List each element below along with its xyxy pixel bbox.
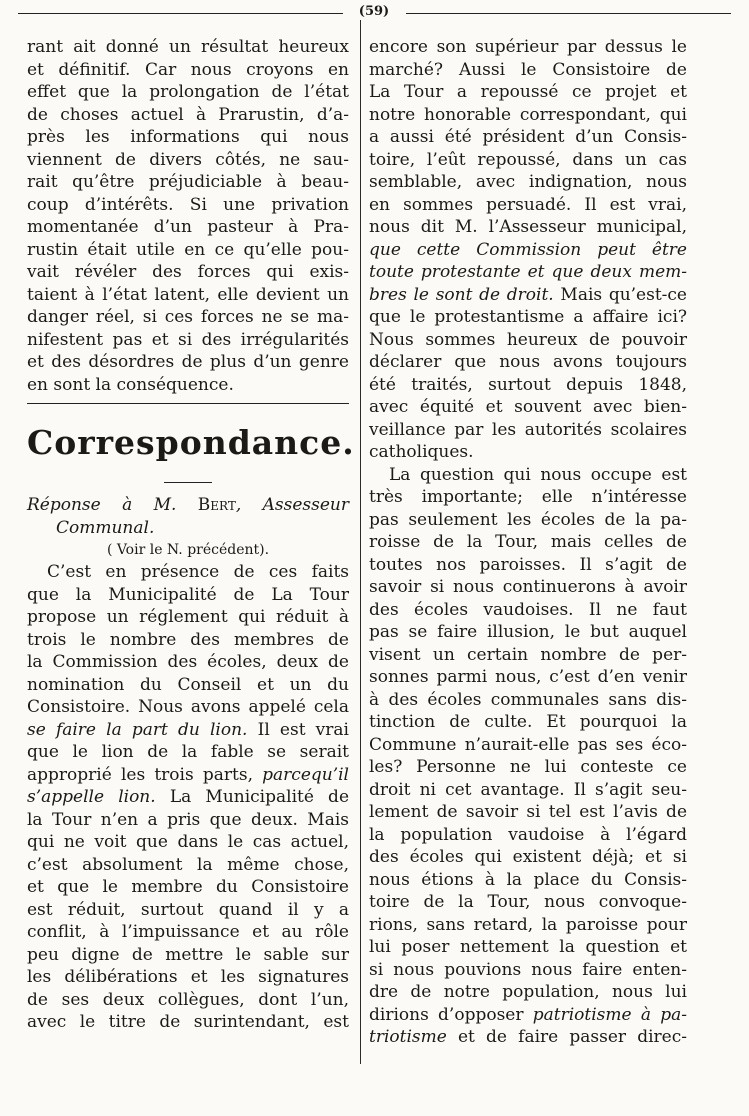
text-segment: conflit, à l’impuissance et au rôle <box>27 922 349 942</box>
text-segment: danger réel, si ces forces ne se ma- <box>27 307 349 327</box>
italic-text: se faire la part du lion. <box>27 719 248 740</box>
italic-text: patriotisme à pa- <box>532 1004 687 1025</box>
text-line <box>27 104 349 127</box>
text-segment: veillance par les autorités scolaires <box>369 419 687 440</box>
text-line <box>369 711 687 734</box>
text-segment: effet que la prolongation de l’état <box>27 82 349 102</box>
text-line <box>369 779 687 802</box>
text-line <box>369 374 687 397</box>
text-segment: avec équité et souvent avec bien- <box>369 397 687 417</box>
text-segment: Nous sommes heureux de pouvoir <box>369 329 687 350</box>
text-line <box>369 869 687 892</box>
text-line <box>369 351 687 374</box>
text-line <box>369 126 687 149</box>
text-segment: notre honorable correspondant, qui <box>369 104 687 125</box>
text-line <box>27 719 349 742</box>
text-line <box>27 59 349 82</box>
text-line <box>369 239 687 262</box>
text-segment: roisse de la Tour, mais celles de <box>369 532 687 552</box>
right-column-text <box>369 36 687 1049</box>
text-line <box>369 419 687 442</box>
reply-suffix: , Assesseur <box>235 495 349 515</box>
text-segment: a aussi été président d’un Consis- <box>369 127 687 147</box>
reference-note: ( Voir le N. précédent). <box>106 542 270 558</box>
text-segment: et que le membre du Consistoire <box>27 877 349 897</box>
text-segment: nomination du Conseil et un du <box>27 674 349 695</box>
text-segment: encore son supérieur par dessus le <box>369 37 687 57</box>
text-line <box>369 329 687 352</box>
text-segment: rait qu’être préjudiciable à beau- <box>27 172 349 192</box>
text-line <box>27 36 349 59</box>
text-segment: pas se faire illusion, le but auquel <box>369 622 687 642</box>
text-segment: déclarer que nous avons toujours <box>369 352 687 372</box>
italic-text: parcequ’il <box>262 764 349 785</box>
text-segment: semblable, avec indignation, nous <box>369 172 687 192</box>
text-segment: toire de la Tour, nous convoque- <box>369 892 687 912</box>
text-line <box>27 741 349 764</box>
text-segment: en sommes persuadé. Il est vrai, <box>369 194 687 215</box>
text-segment: vait révéler des forces qui exis- <box>27 262 349 282</box>
header-rule-right <box>406 13 731 14</box>
text-segment: droit ni cet avantage. Il s’agit seu- <box>369 779 687 800</box>
text-segment: toire, l’eût repoussé, dans un cas <box>369 149 687 170</box>
text-segment: Mais qu’est-ce <box>553 284 687 305</box>
text-line <box>369 801 687 824</box>
italic-text: que cette Commission peut être <box>369 239 687 260</box>
text-line <box>369 216 687 239</box>
text-segment: les? Personne ne lui conteste ce <box>369 757 687 777</box>
text-line <box>369 891 687 914</box>
title-underline <box>27 476 349 494</box>
text-line <box>27 126 349 149</box>
text-line <box>27 966 349 989</box>
text-segment: viennent de divers côtés, ne sau- <box>27 149 349 170</box>
text-line <box>369 284 687 307</box>
text-segment: qui ne voit que dans le cas actuel, <box>27 832 349 852</box>
text-line <box>27 764 349 787</box>
text-line <box>369 104 687 127</box>
text-segment: des écoles vaudoises. Il ne faut <box>369 599 687 620</box>
text-segment: sonnes parmi nous, c’est d’en venir <box>369 667 687 687</box>
text-line <box>27 284 349 307</box>
text-line <box>27 606 349 629</box>
text-line <box>27 561 349 584</box>
text-line <box>369 396 687 419</box>
text-line <box>369 194 687 217</box>
text-segment: nous dit M. l’Assesseur municipal, <box>369 217 687 237</box>
text-segment: si nous pouvions nous faire enten- <box>369 959 687 980</box>
text-segment: Consistoire. Nous avons appelé cela <box>27 697 349 717</box>
text-line <box>369 959 687 982</box>
text-segment: avec le titre de surintendant, est <box>27 1012 349 1032</box>
text-line <box>27 696 349 719</box>
reply-body <box>27 561 349 1034</box>
text-segment: été traités, surtout depuis 1848, <box>369 374 687 395</box>
text-segment: taient à l’état latent, elle devient un <box>27 284 349 305</box>
text-line <box>27 831 349 854</box>
text-line <box>369 306 687 329</box>
text-segment: des écoles qui existent déjà; et si <box>369 847 687 867</box>
text-segment: nifestent pas et si des irrégularités <box>27 329 349 350</box>
text-segment: la population vaudoise à l’égard <box>369 824 687 845</box>
text-line <box>27 629 349 652</box>
text-line <box>369 554 687 577</box>
text-segment: dre de notre population, nous lui <box>369 982 687 1002</box>
text-segment: La Municipalité de <box>155 787 350 807</box>
text-segment: trois le nombre des membres de <box>27 629 349 650</box>
text-line <box>369 846 687 869</box>
text-line <box>27 584 349 607</box>
text-line <box>27 944 349 967</box>
text-line <box>27 674 349 697</box>
text-segment: tinction de culte. Et pourquoi la <box>369 712 687 732</box>
text-segment: marché? Aussi le Consistoire de <box>369 59 687 80</box>
section-title: Correspondance. <box>27 423 355 462</box>
text-line <box>369 689 687 712</box>
text-segment: Il est vrai <box>247 719 349 740</box>
text-line <box>369 981 687 1004</box>
text-segment: rant ait donné un résultat heureux <box>27 37 349 57</box>
text-segment: de ses deux collègues, dont l’un, <box>27 989 349 1010</box>
text-line <box>369 936 687 959</box>
text-line <box>369 756 687 779</box>
text-segment: La Tour a repoussé ce projet et <box>369 82 687 102</box>
text-line <box>369 914 687 937</box>
text-line <box>27 809 349 832</box>
intro-paragraph <box>27 36 349 396</box>
text-segment: Commune n’aurait-elle pas ses éco- <box>369 734 687 755</box>
right-column <box>369 36 687 1049</box>
text-line <box>27 81 349 104</box>
text-line <box>27 1011 349 1034</box>
text-line <box>369 36 687 59</box>
text-segment: les délibérations et les signatures <box>27 967 349 987</box>
text-segment: et définitif. Car nous croyons en <box>27 59 349 80</box>
reply-prefix: Réponse à M. <box>27 495 177 515</box>
text-line <box>27 171 349 194</box>
text-line <box>369 59 687 82</box>
text-segment: peu digne de mettre le sable sur <box>27 944 349 965</box>
text-line <box>27 216 349 239</box>
text-segment: rions, sans retard, la paroisse pour <box>369 914 687 935</box>
text-line <box>369 149 687 172</box>
text-line <box>369 576 687 599</box>
text-segment: visent un certain nombre de per- <box>369 644 687 665</box>
text-line <box>369 441 687 464</box>
text-segment: savoir si nous continuerons à avoir <box>369 577 687 597</box>
text-segment: La question qui nous occupe est <box>389 464 687 485</box>
text-segment: rustin était utile en ce qu’elle pou- <box>27 239 349 260</box>
text-segment: nous étions à la place du Consis- <box>369 869 687 890</box>
text-segment: la Tour n’en a pris que deux. Mais <box>27 809 349 830</box>
text-segment: en sont la conséquence. <box>27 374 234 395</box>
text-line <box>27 329 349 352</box>
italic-text: triotisme <box>369 1027 447 1047</box>
left-column <box>27 36 355 1034</box>
text-line <box>369 621 687 644</box>
text-line <box>27 651 349 674</box>
text-line <box>27 899 349 922</box>
text-line <box>27 194 349 217</box>
text-segment: pas seulement les écoles de la pa- <box>369 509 687 530</box>
italic-text: toute protestante et que deux mem- <box>369 262 687 282</box>
text-line <box>369 81 687 104</box>
text-line <box>27 149 349 172</box>
text-line <box>27 351 349 374</box>
text-line <box>27 374 349 397</box>
italic-text: s’appelle lion. <box>27 787 156 807</box>
text-line <box>27 306 349 329</box>
text-segment: à des écoles communales sans dis- <box>369 689 687 710</box>
text-segment: que le protestantisme a affaire ici? <box>369 307 687 327</box>
italic-text: bres le sont de droit. <box>369 284 554 305</box>
text-segment: et de faire passer direc- <box>446 1027 687 1047</box>
text-segment: momentanée d’un pasteur à Pra- <box>27 217 349 237</box>
text-line <box>27 261 349 284</box>
page-number: (59) <box>358 4 390 19</box>
text-segment: de choses actuel à Prarustin, d’a- <box>27 104 349 125</box>
text-segment: propose un réglement qui réduit à <box>27 607 349 627</box>
text-line <box>27 876 349 899</box>
text-segment: dirions d’opposer <box>369 1004 533 1025</box>
text-line <box>369 531 687 554</box>
text-line <box>369 486 687 509</box>
text-line <box>27 239 349 262</box>
text-line <box>27 854 349 877</box>
text-line <box>369 1004 687 1027</box>
text-line <box>369 509 687 532</box>
reply-name: Bert <box>197 495 236 515</box>
text-line <box>27 921 349 944</box>
text-line <box>369 644 687 667</box>
text-segment: coup d’intérêts. Si une privation <box>27 194 349 215</box>
text-segment: lui poser nettement la question et <box>369 937 687 957</box>
text-segment: lement de savoir si tel est l’avis de <box>369 802 687 822</box>
text-line <box>369 824 687 847</box>
text-segment: approprié les trois parts, <box>27 764 263 785</box>
text-line <box>369 666 687 689</box>
text-segment: près les informations qui nous <box>27 127 349 147</box>
text-line <box>27 989 349 1012</box>
text-line <box>369 171 687 194</box>
column-divider <box>360 20 361 1064</box>
text-segment: c’est absolument la même chose, <box>27 854 349 875</box>
text-line <box>369 1026 687 1049</box>
page-header <box>18 4 731 20</box>
text-line <box>369 464 687 487</box>
text-segment: est réduit, surtout quand il y a <box>27 899 349 920</box>
reply-heading <box>27 494 349 517</box>
reply-heading-line2: Communal. <box>56 517 155 538</box>
text-line <box>27 786 349 809</box>
text-segment: et des désordres de plus d’un genre <box>27 352 349 372</box>
text-segment: la Commission des écoles, deux de <box>27 652 349 672</box>
section-separator <box>27 396 349 410</box>
text-segment: toutes nos paroisses. Il s’agit de <box>369 554 687 575</box>
text-segment: que la Municipalité de La Tour <box>27 584 349 605</box>
text-segment: catholiques. <box>369 442 474 462</box>
text-segment: très importante; elle n’intéresse <box>369 487 687 507</box>
text-line <box>369 599 687 622</box>
text-segment: que le lion de la fable se serait <box>27 742 349 762</box>
text-line <box>369 734 687 757</box>
text-line <box>369 261 687 284</box>
header-rule-left <box>18 13 343 14</box>
text-segment: C’est en présence de ces faits <box>47 562 349 582</box>
